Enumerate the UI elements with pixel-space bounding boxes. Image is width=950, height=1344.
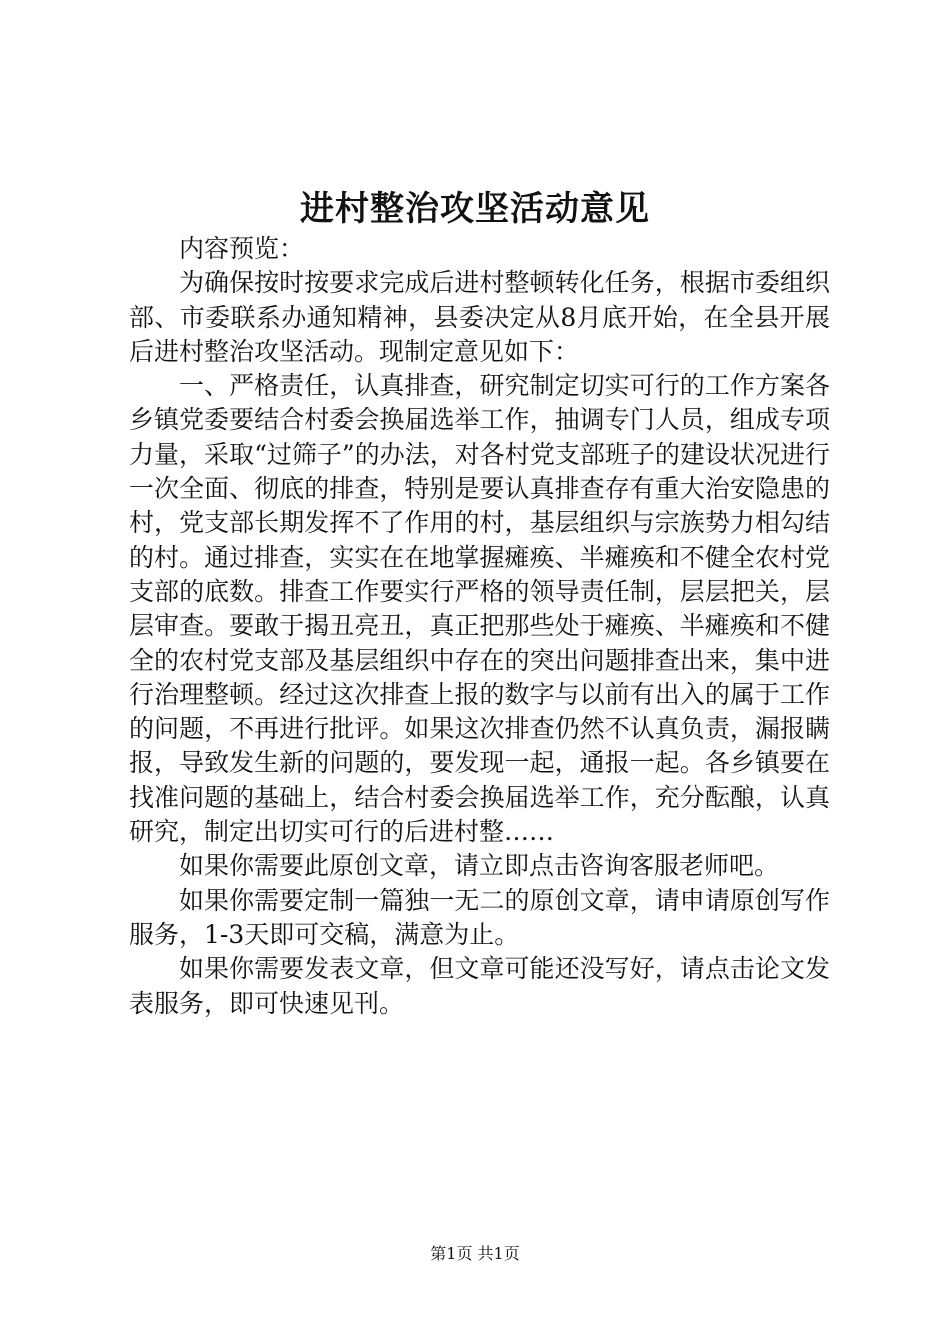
preview-label: 内容预览： — [179, 234, 305, 263]
document-body — [129, 232, 830, 1021]
section-one-paragraph: 一、严格责任，认真排查，研究制定切实可行的工作方案各乡镇党委要结合村委会换届选举工作，抽调专门人员，组成专项力量，采取“过筛子”的办法，对各村党支部班子的建设状况进行一次全面、彻底的排查，特别是要认真排查存有重大治安隐患的村，党支部长期发挥不了作用的村，基层组织与宗族势力相勾结的村。通过排查，实实在在地掌握瘫痪、半瘫痪和不健全农村党支部的底数。排查工作要实行严格的领导责任制，层层把关，层层审查。要敢于揭丑亮丑，真正把那些处于瘫痪、半瘫痪和不健全的农村党支部及基层组织中存在的突出问题排查出来，集中进行治理整顿。经过这次排查上报的数字与以前有出入的属于工作的问题，不再进行批评。如果这次排查仍然不认真负责，漏报瞒报，导致发生新的问题的，要发现一起，通报一起。各乡镇要在找准问题的基础上，结合村委会换届选举工作，充分酝酿，认真研究，制定出切实可行的后进村整…… — [129, 371, 830, 847]
contact-service-paragraph: 如果你需要此原创文章，请立即点击咨询客服老师吧。 — [179, 851, 780, 881]
document-title: 进村整治攻坚活动意见 — [300, 189, 650, 229]
intro-paragraph: 为确保按时按要求完成后进村整顿转化任务，根据市委组织部、市委联系办通知精神，县委决定从8月底开始，在全县开展后进村整治攻坚活动。现制定意见如下： — [129, 268, 830, 366]
publishing-service-paragraph: 如果你需要发表文章，但文章可能还没写好，请点击论文发表服务，即可快速见刊。 — [129, 954, 830, 1018]
page-number-footer: 第1页 共1页 — [430, 1244, 520, 1263]
custom-writing-paragraph: 如果你需要定制一篇独一无二的原创文章，请申请原创写作服务，1-3天即可交稿，满意为止。 — [129, 885, 830, 949]
